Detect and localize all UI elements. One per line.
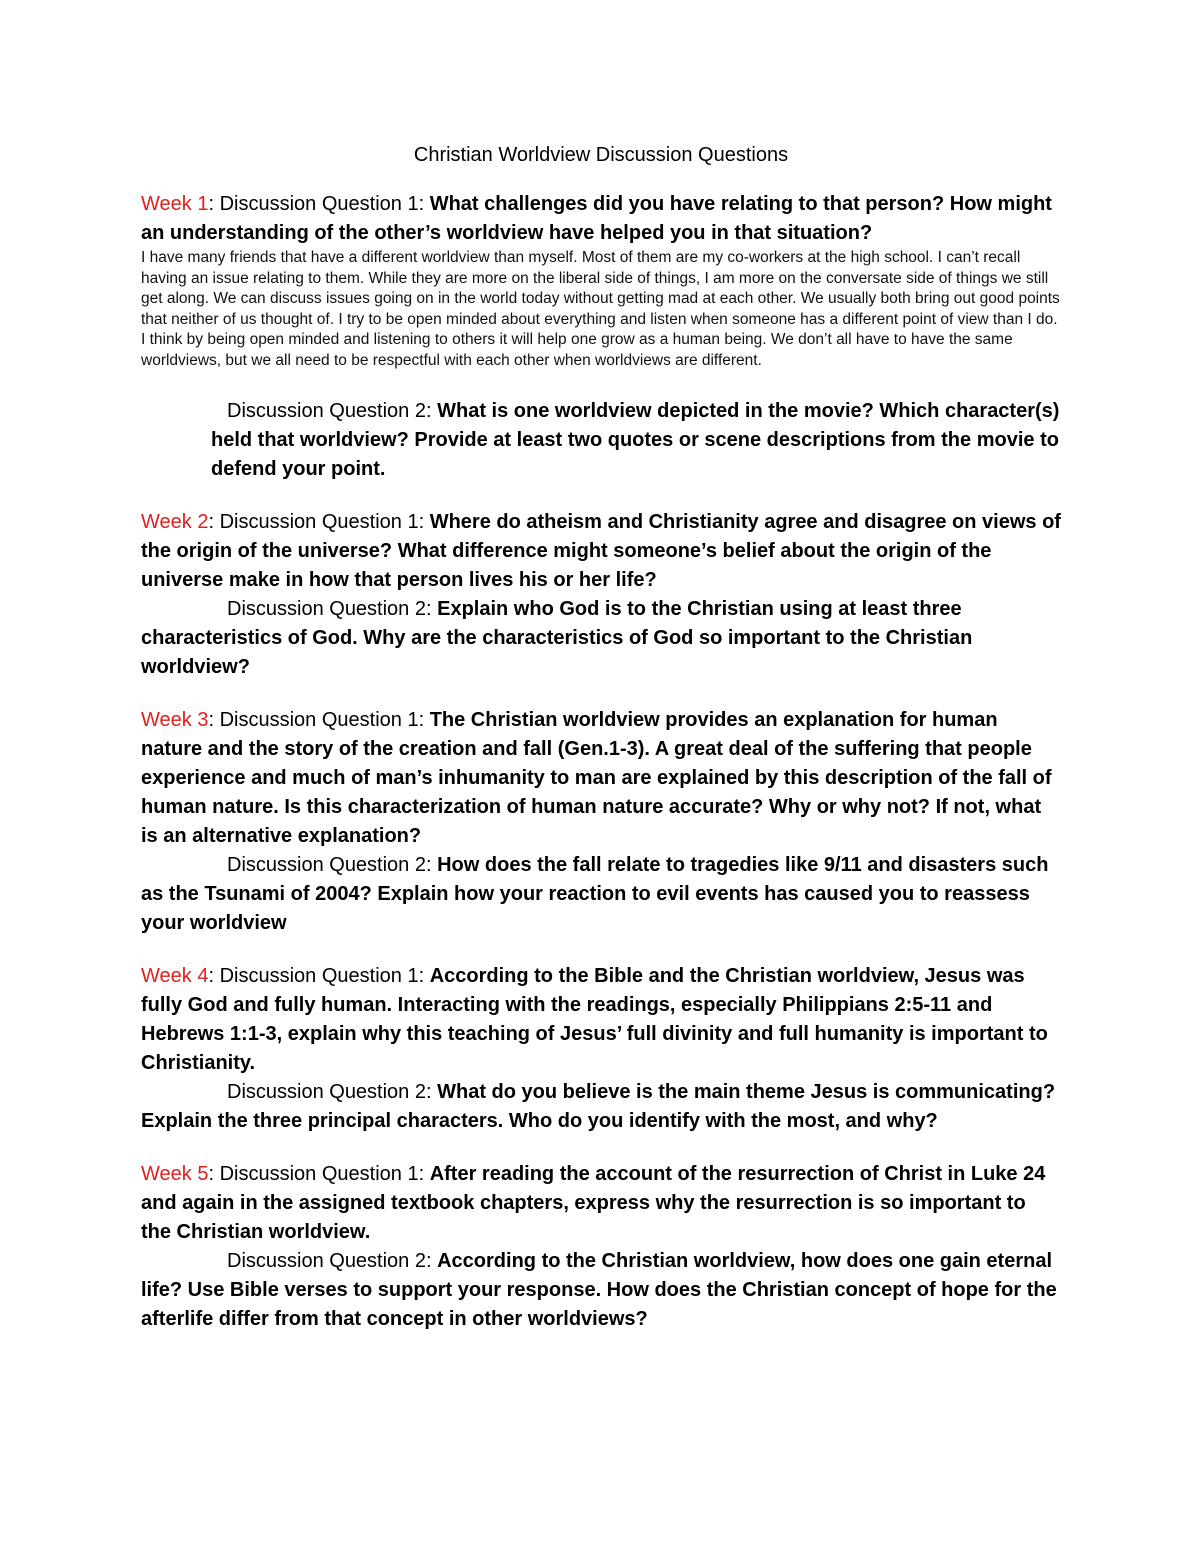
week-2-question-2 — [141, 595, 1061, 682]
week-section-2 — [141, 508, 1061, 682]
question-label: Discussion Question 1: — [219, 1163, 430, 1185]
question-label: Discussion Question 1: — [219, 965, 430, 987]
question-label: Discussion Question 1: — [219, 511, 430, 533]
question-text: After reading the account of the resurrection of Christ in Luke 24 and again in the assigned textbook chapters, express why the resurrection is so important to the Christian worldview. — [141, 1163, 1046, 1243]
question-label: Discussion Question 2: — [227, 1081, 438, 1103]
week-label: Week 5 — [141, 1163, 209, 1185]
question-label: Discussion Question 1: — [219, 193, 430, 215]
question-label: Discussion Question 2: — [227, 598, 438, 620]
week-1-answer: I have many friends that have a different worldview than myself. Most of them are my co-workers at the high school. I can’t recall having an issue relating to them. While they are more on the liberal side of things, I am more on the conversate side of things we still get along. We can discuss issues going on in the world today without getting mad at each other. We usually both bring out good points that neither of us thought of. I try to be open minded about everything and listen when someone has a different point of view than I do. I think by being open minded and listening to others it will help one grow as a human being. We don’t all have to have the same worldviews, but we all need to be respectful with each other when worldviews are different. — [141, 249, 1060, 369]
question-text: How does the fall relate to tragedies like 9/11 and disasters such as the Tsunami of 2004? Explain how your reaction to evil events has caused you to reassess your worldview — [141, 854, 1049, 934]
week-3-question-1: Week 3: Discussion Question 1: The Christian worldview provides an explanation for human nature and the story of the creation and fall (Gen.1-3). A great deal of the suffering that people experience and much of man’s inhumanity to man are explained by this description of the fall of human nature. Is this characterization of human nature accurate? Why or why not? If not, what is an alternative explanation? — [141, 709, 1052, 847]
week-4-question-1: Week 4: Discussion Question 1: According to the Bible and the Christian worldview, Jesus was fully God and fully human. Interacting with the readings, especially Philippians 2:5-11 and Hebrews 1:1-3, explain why this teaching of Jesus’ full divinity and full humanity is important to Christianity. — [141, 965, 1048, 1074]
week-section-5 — [141, 1160, 1061, 1334]
week-5-question-2 — [141, 1247, 1061, 1334]
week-3-question-2 — [141, 851, 1061, 938]
question-text: What challenges did you have relating to that person? How might an understanding of the other’s worldview have helped you in that situation? — [141, 193, 1052, 244]
week-2-question-1: Week 2: Discussion Question 1: Where do atheism and Christianity agree and disagree on views of the origin of the universe? What difference might someone’s belief about the origin of the universe make in how that person lives his or her life? — [141, 511, 1061, 591]
week-label: Week 4 — [141, 965, 209, 987]
question-text: According to the Christian worldview, how does one gain eternal life? Use Bible verses to support your response. How does the Christian concept of hope for the afterlife differ from that concept in other worldviews? — [141, 1250, 1057, 1330]
week-1-question-2-block — [141, 397, 1061, 484]
week-label: Week 1 — [141, 193, 209, 215]
question-label: Discussion Question 1: — [219, 709, 430, 731]
week-label: Week 2 — [141, 511, 209, 533]
question-text: The Christian worldview provides an explanation for human nature and the story of the creation and fall (Gen.1-3). A great deal of the suffering that people experience and much of man’s inhumanity to man are explained by this description of the fall of human nature. Is this characterization of human nature accurate? Why or why not? If not, what is an alternative explanation? — [141, 709, 1052, 847]
week-4-question-2 — [141, 1078, 1061, 1136]
document-page — [141, 140, 1061, 1358]
week-section-3 — [141, 706, 1061, 938]
question-label: Discussion Question 2: — [227, 400, 438, 422]
question-text: What is one worldview depicted in the movie? Which character(s) held that worldview? Provide at least two quotes or scene descriptions from the movie to defend your point. — [211, 400, 1060, 480]
question-label: Discussion Question 2: — [227, 854, 438, 876]
question-label: Discussion Question 2: — [227, 1250, 438, 1272]
week-1-question-2 — [211, 397, 1061, 484]
week-section-1 — [141, 190, 1061, 484]
question-text: What do you believe is the main theme Jesus is communicating? Explain the three principal characters. Who do you identify with the most, and why? — [141, 1081, 1056, 1132]
week-section-4 — [141, 962, 1061, 1136]
question-text: Explain who God is to the Christian using at least three characteristics of God. Why are the characteristics of God so important to the Christian worldview? — [141, 598, 973, 678]
week-1-question-1: Week 1: Discussion Question 1: What challenges did you have relating to that person? How might an understanding of the other’s worldview have helped you in that situation? — [141, 193, 1052, 244]
document-title: Christian Worldview Discussion Questions — [413, 144, 789, 166]
question-text: Where do atheism and Christianity agree and disagree on views of the origin of the universe? What difference might someone’s belief about the origin of the universe make in how that person lives his or her life? — [141, 511, 1061, 591]
question-text: According to the Bible and the Christian worldview, Jesus was fully God and fully human. Interacting with the readings, especially Philippians 2:5-11 and Hebrews 1:1-3, explain why this teaching of Jesus’ full divinity and full humanity is important to Christianity. — [141, 965, 1048, 1074]
week-5-question-1: Week 5: Discussion Question 1: After reading the account of the resurrection of Christ in Luke 24 and again in the assigned textbook chapters, express why the resurrection is so important to the Christian worldview. — [141, 1163, 1046, 1243]
week-label: Week 3 — [141, 709, 209, 731]
